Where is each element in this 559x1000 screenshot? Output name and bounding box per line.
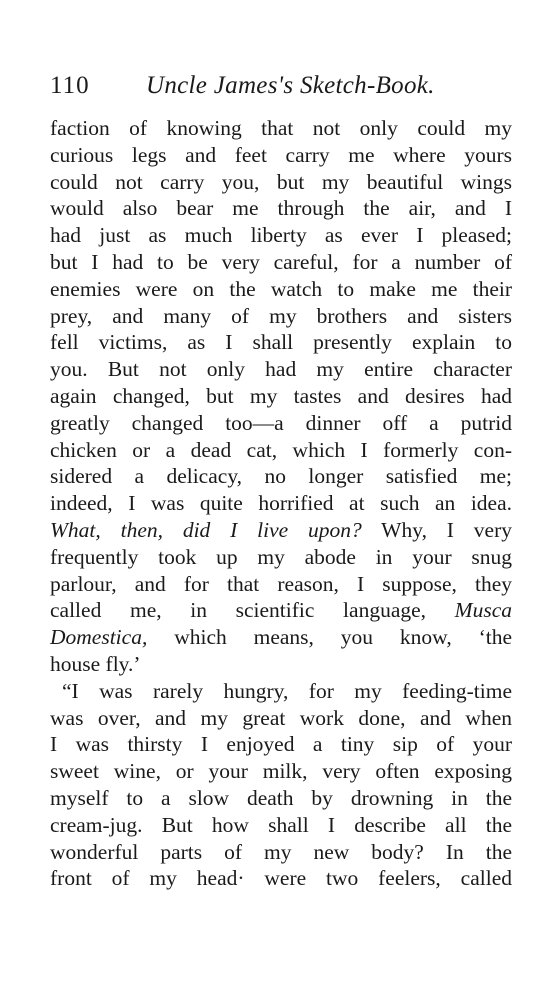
text-run: sweet wine, or your milk, very often exposing bbox=[50, 759, 512, 784]
text-run: which means, you know, ‘the bbox=[147, 625, 512, 650]
text-line bbox=[50, 410, 512, 437]
text-run: curious legs and feet carry me where yours bbox=[50, 142, 512, 167]
italic-text: Musca bbox=[454, 598, 512, 623]
text-run: fell victims, as I shall presently explain to bbox=[50, 330, 512, 355]
text-line bbox=[50, 839, 512, 866]
text-run: frequently took up my abode in your snug bbox=[50, 544, 512, 569]
text-line bbox=[50, 463, 512, 490]
text-line bbox=[50, 544, 512, 571]
text-run: greatly changed too—a dinner off a putrid bbox=[50, 410, 512, 435]
body-text bbox=[50, 115, 512, 892]
text-run: cream-jug. But how shall I describe all the bbox=[50, 812, 512, 837]
text-run: prey, and many of my brothers and sisters bbox=[50, 303, 512, 328]
text-run: “I was rarely hungry, for my feeding-time bbox=[62, 678, 512, 703]
page-number: 110 bbox=[50, 72, 90, 99]
text-run: I was thirsty I enjoyed a tiny sip of your bbox=[50, 732, 512, 757]
running-title: Uncle James's Sketch-Book. bbox=[146, 72, 435, 99]
text-line bbox=[50, 865, 512, 892]
running-head bbox=[50, 66, 510, 106]
text-line bbox=[50, 571, 512, 598]
text-line bbox=[50, 276, 512, 303]
text-line bbox=[50, 437, 512, 464]
text-line bbox=[50, 597, 512, 624]
text-line bbox=[50, 249, 512, 276]
italic-text: Domestica, bbox=[50, 625, 148, 650]
text-line bbox=[50, 195, 512, 222]
text-run: chicken or a dead cat, which I formerly con- bbox=[50, 437, 512, 462]
text-line bbox=[50, 651, 512, 678]
text-run: parlour, and for that reason, I suppose, they bbox=[50, 571, 512, 596]
text-run: wonderful parts of my new body? In the bbox=[50, 839, 512, 864]
text-run: could not carry you, but my beautiful wings bbox=[50, 169, 512, 194]
text-run: sidered a delicacy, no longer satisfied me; bbox=[50, 464, 512, 489]
text-run: enemies were on the watch to make me their bbox=[50, 276, 512, 301]
text-run: you. But not only had my entire character bbox=[50, 357, 512, 382]
text-line bbox=[50, 115, 512, 142]
text-line bbox=[50, 356, 512, 383]
text-line bbox=[50, 222, 512, 249]
text-line bbox=[50, 812, 512, 839]
text-line bbox=[50, 490, 512, 517]
text-line bbox=[50, 731, 512, 758]
text-run: myself to a slow death by drowning in the bbox=[50, 785, 512, 810]
text-line bbox=[50, 142, 512, 169]
text-line bbox=[50, 517, 512, 544]
text-run: Why, I very bbox=[361, 517, 512, 542]
text-line bbox=[50, 678, 512, 705]
text-line bbox=[50, 329, 512, 356]
text-run: house fly.’ bbox=[50, 651, 141, 676]
text-line bbox=[50, 383, 512, 410]
text-run: called me, in scientific language, bbox=[50, 598, 455, 623]
text-line bbox=[50, 705, 512, 732]
text-line bbox=[50, 169, 512, 196]
text-run: would also bear me through the air, and I bbox=[50, 196, 512, 221]
text-line bbox=[50, 303, 512, 330]
text-line bbox=[50, 758, 512, 785]
text-line bbox=[50, 624, 512, 651]
text-run: had just as much liberty as ever I pleased; bbox=[50, 223, 512, 248]
text-run: indeed, I was quite horrified at such an idea. bbox=[50, 491, 512, 516]
text-run: was over, and my great work done, and when bbox=[50, 705, 512, 730]
text-run: again changed, but my tastes and desires had bbox=[50, 383, 512, 408]
italic-text: What, then, did I live upon? bbox=[50, 517, 362, 542]
text-line bbox=[50, 785, 512, 812]
text-run: faction of knowing that not only could my bbox=[50, 116, 512, 140]
text-run: front of my head· were two feelers, called bbox=[50, 866, 512, 891]
text-run: but I had to be very careful, for a number of bbox=[50, 249, 512, 274]
